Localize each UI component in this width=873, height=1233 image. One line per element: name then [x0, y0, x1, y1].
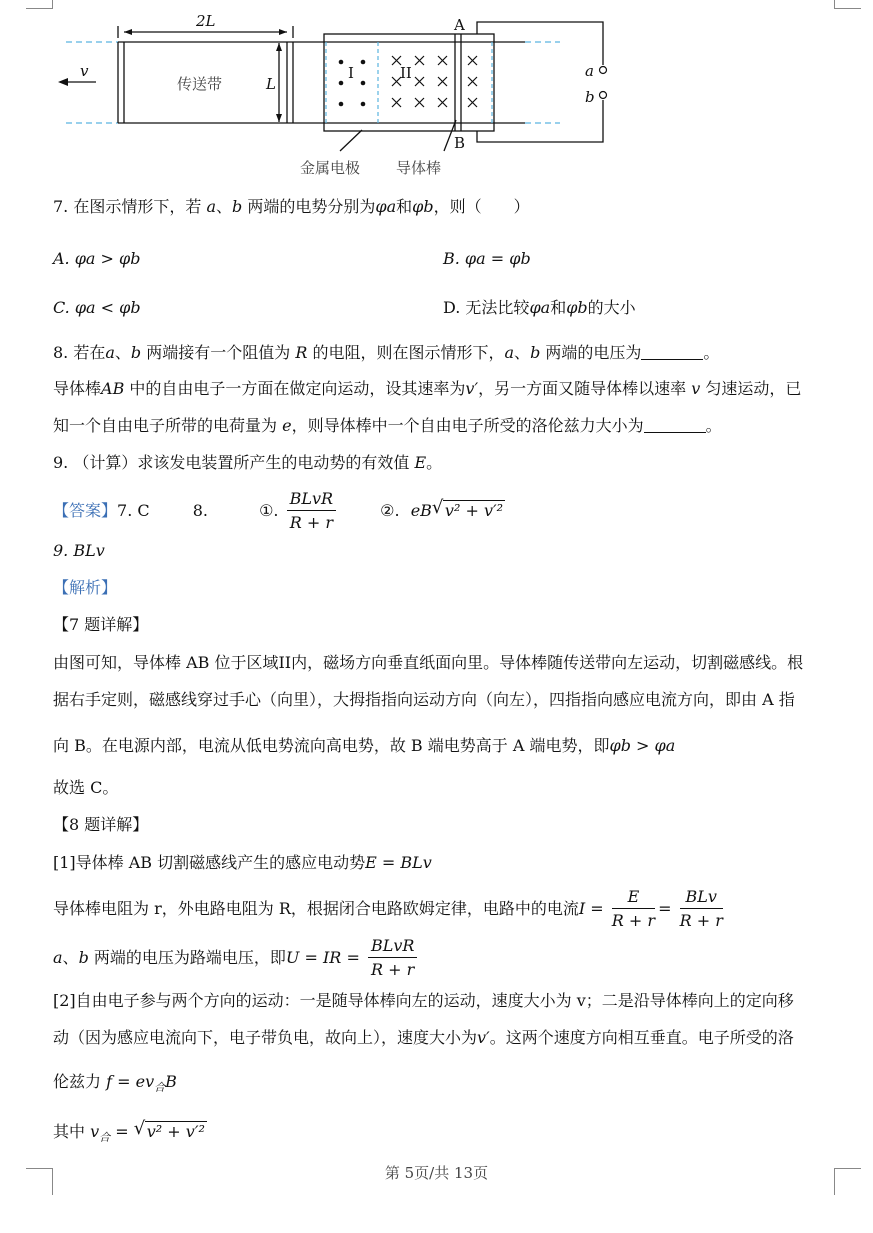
q8-line-3: 知一个自由电子所带的电荷量为 e，则导体棒中一个自由电子所受的洛伦兹力大小为 。 [53, 416, 722, 435]
rod-label: 导体棒 [396, 159, 442, 177]
analysis-7-heading: 【7 题详解】 [53, 615, 149, 634]
answer-8-sqrt: √ v² + v′² [431, 497, 504, 520]
answer-8-fraction: $\frac{\text{BLvR}}{R + r}$ [287, 488, 336, 535]
terminal-b-label: b [585, 88, 595, 106]
electrode-label: 金属电极 [300, 159, 361, 177]
q8-line-2: 导体棒AB 中的自由电子一方面在做定向运动，设其速率为v′，另一方面又随导体棒以速率 v 匀速运动，已 [53, 379, 802, 398]
dim-L-label: L [266, 75, 276, 93]
answer-blank-1 [641, 345, 703, 360]
analysis-tag: 【解析】 [53, 578, 118, 597]
q7-option-d: D. 无法比较φa和φb的大小 [443, 298, 636, 317]
analysis-8-heading: 【8 题详解】 [53, 815, 149, 834]
analysis-8-line-5: 动（因为感应电流向下，电子带负电，故向上），速度大小为v′。这两个速度方向相互垂直。电子所受的洛 [53, 1028, 794, 1047]
label-A: A [454, 16, 465, 34]
analysis-7-line-2: 据右手定则，磁感线穿过手心（向里），大拇指指向运动方向（向左），四指指向感应电流方向，即由 A 指 [53, 690, 795, 709]
crop-mark-top-right [834, 0, 861, 9]
analysis-8-line-4: [2]自由电子参与两个方向的运动：一是随导体棒向左的运动，速度大小为 v；二是沿导体棒向上的定向移 [53, 991, 794, 1010]
page-footer: 第 5页/共 13页 [384, 1164, 489, 1182]
analysis-7-line-4: 故选 C。 [53, 778, 119, 797]
analysis-8-line-1: [1]导体棒 AB 切割磁感线产生的感应电动势E = BLv [53, 853, 432, 872]
analysis-8-line-2: 导体棒电阻为 r，外电路电阻为 R，根据闭合电路欧姆定律，电路中的电流I = $\frac{E}{R + r}$ = $\frac{\text{BLv}}{R + r}$ [53, 887, 723, 930]
answer-9: 9. BLv [53, 541, 105, 560]
dim-2L-label: 2L [196, 12, 216, 30]
answer-tag: 【答案】 [53, 501, 118, 520]
crop-mark-top-left [26, 0, 53, 9]
q7-stem: 7. 在图示情形下，若 a、b 两端的电势分别为φa和φb，则（ ） [53, 197, 530, 216]
terminal-a-label: a [585, 62, 594, 80]
analysis-8-line-3: a、b 两端的电压为路端电压，即U = IR = $\frac{\text{BLvR}}{R + r}$ [53, 935, 843, 981]
answer-blank-2 [644, 418, 706, 433]
q7-option-c: C. φa < φb [53, 298, 141, 317]
analysis-8-line-6: 伦兹力 $f = ev_合B$ [53, 1072, 177, 1094]
q8-line-1: 8. 若在a、b 两端接有一个阻值为 R 的电阻，则在图示情形下，a、b 两端的电压为 。 [53, 343, 720, 362]
label-B: B [454, 134, 466, 152]
region-2-label: II [400, 64, 412, 82]
velocity-label: v [80, 62, 89, 80]
analysis-7-line-3: 向 B。在电源内部，电流从低电势流向高电势，故 B 端电势高于 A 端电势，即φb > φa [53, 736, 676, 755]
belt-label: 传送带 [177, 75, 223, 93]
conveyor-generator-figure [50, 10, 620, 182]
analysis-7-line-1: 由图可知，导体棒 AB 位于区域II内，磁场方向垂直纸面向里。导体棒随传送带向左运动，切割磁感线。根 [53, 653, 804, 672]
q7-option-a: A. φa > φb [53, 249, 141, 268]
q9-stem: 9. （计算）求该发电装置所产生的电动势的有效值 E。 [53, 453, 443, 472]
analysis-8-line-7: 其中 $v_合$ = √ v² + v′² [53, 1118, 205, 1144]
answer-line: 【答案】7. C 8. ①. $\frac{\text{BLvR}}{R + r}$ ②. eB √ v² + v′² [53, 488, 843, 534]
q7-option-b: B. φa = φb [443, 249, 531, 268]
region-1-label: I [348, 64, 354, 82]
